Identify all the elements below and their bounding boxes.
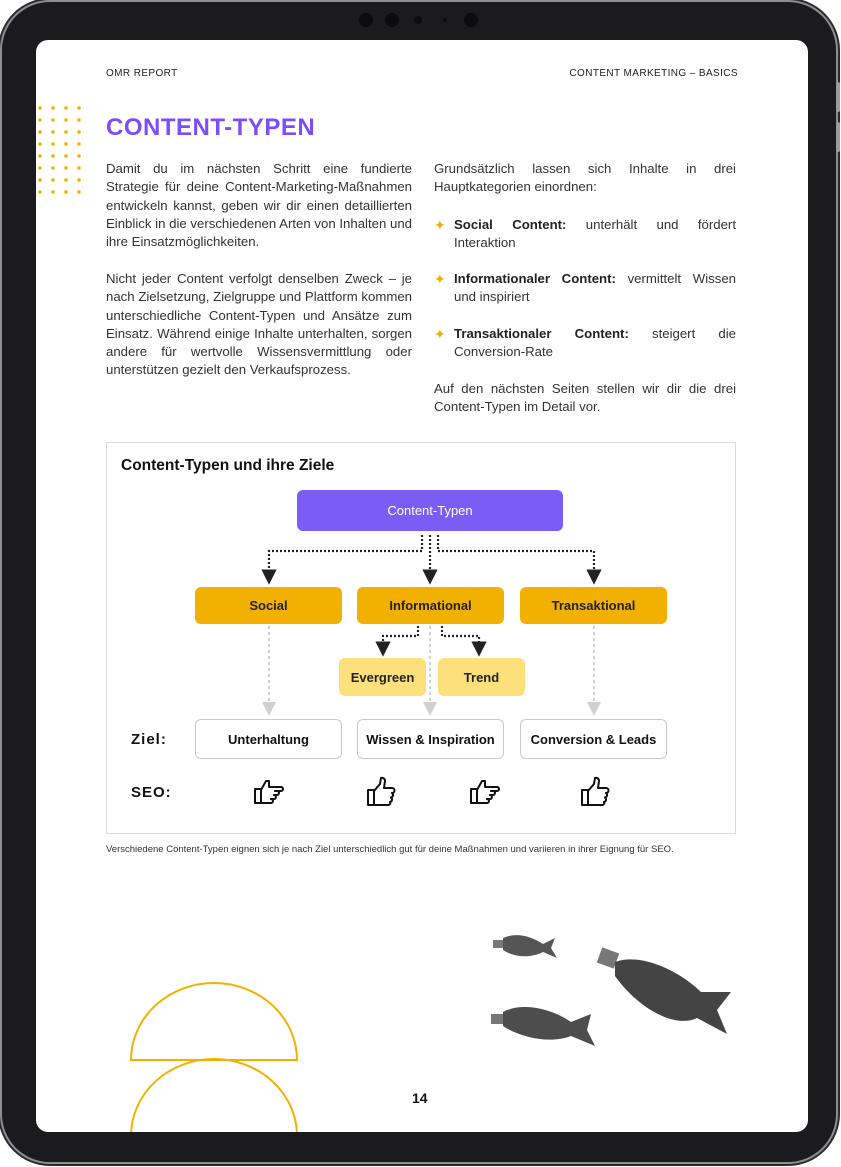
sensor-icon: [443, 18, 447, 22]
bullet-text: vermittelt Wissen und inspiriert: [454, 271, 736, 305]
diagram-figure: [106, 442, 736, 834]
goal-wissen-inspiration: Wissen & Inspiration: [357, 719, 504, 759]
front-camera-icon: [359, 13, 373, 27]
thumb-up-icon: [578, 775, 612, 809]
body-paragraph: Nicht jeder Content verfolgt denselben Zweck – je nach Zielsetzung, Zielgruppe und Plattform kommen unterschiedliche Content-Typen und Ansätze zum Einsatz. Während einige Inhalte unterhalten, sorgen andere für wertvolle Wissensvermittlung oder unterstützen gezielt den Verkaufsprozess.: [106, 271, 412, 378]
page-number: 14: [412, 1090, 428, 1106]
volume-button: [836, 82, 840, 112]
header-left: OMR REPORT: [106, 68, 178, 79]
bullet-transactional: [434, 325, 736, 362]
fish-small-top: [493, 935, 557, 958]
thumb-sideways-icon: [251, 775, 285, 809]
tablet-frame: [2, 2, 836, 1162]
header-right: CONTENT MARKETING – BASICS: [569, 68, 738, 79]
half-circle-decoration: [128, 980, 300, 1132]
sensor-icon: [385, 13, 399, 27]
sensor-icon: [464, 13, 478, 27]
star-bullet-icon: ✦: [434, 271, 446, 287]
bullet-informational: [434, 270, 736, 307]
node-trend: Trend: [438, 658, 525, 696]
bullet-social: [434, 216, 736, 253]
bullet-term: Transaktionaler Content:: [454, 326, 629, 341]
node-content-typen: Content-Typen: [297, 490, 563, 531]
node-transaktional: Transaktional: [520, 587, 667, 624]
document-page: [36, 40, 808, 1132]
goal-conversion-leads: Conversion & Leads: [520, 719, 667, 759]
dot-grid-decoration: [36, 104, 96, 200]
right-outro-paragraph: Auf den nächsten Seiten stellen wir dir die drei Content-Typen im Detail vor.: [434, 381, 736, 415]
star-bullet-icon: ✦: [434, 217, 446, 233]
goal-unterhaltung: Unterhaltung: [195, 719, 342, 759]
star-bullet-icon: ✦: [434, 326, 446, 342]
seo-label: SEO:: [131, 784, 172, 801]
fish-large: [597, 947, 731, 1034]
figure-caption: Verschiedene Content-Typen eignen sich je nach Ziel unterschiedlich gut für deine Maßnahmen und variieren in ihrer Eignung für SEO.: [106, 844, 674, 855]
volume-button: [836, 122, 840, 152]
sensor-icon: [414, 16, 422, 24]
node-informational: Informational: [357, 587, 504, 624]
bullet-text: unterhält und fördert Interaktion: [454, 217, 736, 251]
bullet-text: steigert die Conversion-Rate: [454, 326, 736, 360]
thumb-sideways-icon: [467, 775, 501, 809]
intro-paragraph: Damit du im nächsten Schritt eine fundierte Strategie für deine Content-Marketing-Maßnahmen entwickeln kannst, geben wir dir einen detaillierten Einblick in die verschiedenen Arten von Inhalten und ihre Einsatzmöglichkeiten.: [106, 161, 412, 250]
page-title: CONTENT-TYPEN: [106, 114, 316, 141]
node-social: Social: [195, 587, 342, 624]
thumb-up-icon: [364, 775, 398, 809]
bullet-term: Social Content:: [454, 217, 567, 232]
right-intro-paragraph: Grundsätzlich lassen sich Inhalte in drei Hauptkategorien einordnen:: [434, 161, 736, 195]
fish-medium: [491, 1007, 595, 1046]
node-evergreen: Evergreen: [339, 658, 426, 696]
figure-title: Content-Typen und ihre Ziele: [121, 457, 335, 474]
fish-usb-illustration: [491, 932, 751, 1072]
ziel-label: Ziel:: [131, 731, 167, 748]
bullet-term: Informationaler Content:: [454, 271, 616, 286]
